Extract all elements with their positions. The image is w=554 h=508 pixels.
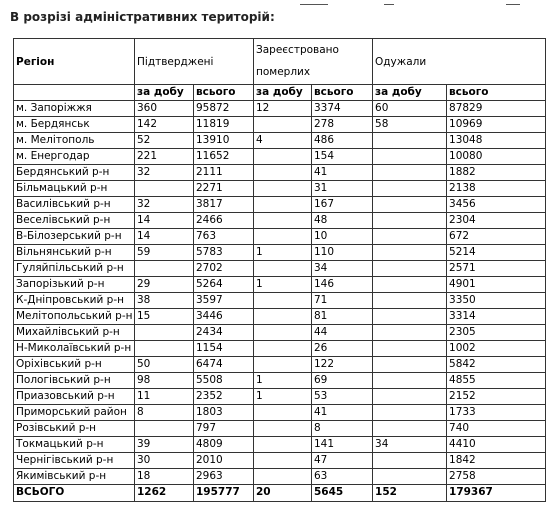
recovered-total-cell: 1882	[447, 165, 546, 181]
recovered-per-day-cell	[373, 133, 447, 149]
region-cell: Бердянський р-н	[14, 165, 135, 181]
table-row	[14, 325, 546, 341]
header-row-sub	[14, 85, 546, 101]
region-cell: Веселівський р-н	[14, 213, 135, 229]
table-row	[14, 405, 546, 421]
recovered-total-cell: 672	[447, 229, 546, 245]
table-row	[14, 389, 546, 405]
recovered-per-day-cell	[373, 389, 447, 405]
died-per-day-cell	[254, 325, 312, 341]
table-row	[14, 165, 546, 181]
recovered-total-cell: 2138	[447, 181, 546, 197]
confirmed-total-cell: 2963	[194, 469, 254, 485]
confirmed-per-day-cell: 32	[135, 165, 194, 181]
recovered-total-cell: 2571	[447, 261, 546, 277]
confirmed-total-cell: 6474	[194, 357, 254, 373]
confirmed-per-day-cell: 142	[135, 117, 194, 133]
died-per-day-cell	[254, 149, 312, 165]
died-total-cell: 146	[312, 277, 373, 293]
recovered-total-cell: 3350	[447, 293, 546, 309]
region-cell: В-Білозерський р-н	[14, 229, 135, 245]
confirmed-total-cell: 1803	[194, 405, 254, 421]
died-per-day-cell	[254, 165, 312, 181]
died-per-day-cell	[254, 229, 312, 245]
recovered-total-cell: 1733	[447, 405, 546, 421]
recovered-total-cell: 2305	[447, 325, 546, 341]
died-per-day-cell	[254, 261, 312, 277]
region-cell: Мелітопольський р-н	[14, 309, 135, 325]
confirmed-per-day-cell: 14	[135, 229, 194, 245]
confirmed-total-cell: 2352	[194, 389, 254, 405]
died-per-day-cell: 1	[254, 389, 312, 405]
confirmed-per-day-cell	[135, 325, 194, 341]
region-cell: К-Дніпровський р-н	[14, 293, 135, 309]
region-cell: Михайлівський р-н	[14, 325, 135, 341]
region-cell: Оріхівський р-н	[14, 357, 135, 373]
table-row	[14, 261, 546, 277]
total-died-per-day: 20	[254, 485, 312, 502]
table-row	[14, 373, 546, 389]
recovered-per-day-cell	[373, 197, 447, 213]
died-total-cell: 81	[312, 309, 373, 325]
died-per-day-cell: 4	[254, 133, 312, 149]
died-total-cell: 486	[312, 133, 373, 149]
header-recovered-per-day: за добу	[373, 85, 447, 101]
confirmed-per-day-cell	[135, 341, 194, 357]
table-row	[14, 421, 546, 437]
confirmed-total-cell: 1154	[194, 341, 254, 357]
died-total-cell: 53	[312, 389, 373, 405]
died-per-day-cell	[254, 405, 312, 421]
died-per-day-cell: 12	[254, 101, 312, 117]
recovered-total-cell: 5842	[447, 357, 546, 373]
died-total-cell: 48	[312, 213, 373, 229]
died-per-day-cell: 1	[254, 373, 312, 389]
header-recovered-total: всього	[447, 85, 546, 101]
header-confirmed: Підтверджені	[135, 39, 254, 85]
recovered-per-day-cell	[373, 405, 447, 421]
died-per-day-cell	[254, 357, 312, 373]
total-died-total: 5645	[312, 485, 373, 502]
died-total-cell: 41	[312, 165, 373, 181]
confirmed-per-day-cell	[135, 181, 194, 197]
died-per-day-cell: 1	[254, 245, 312, 261]
table-row	[14, 341, 546, 357]
confirmed-per-day-cell: 98	[135, 373, 194, 389]
table-row	[14, 437, 546, 453]
recovered-total-cell: 4901	[447, 277, 546, 293]
died-total-cell: 278	[312, 117, 373, 133]
confirmed-per-day-cell: 29	[135, 277, 194, 293]
region-cell: Чернігівський р-н	[14, 453, 135, 469]
died-total-cell: 63	[312, 469, 373, 485]
died-total-cell: 47	[312, 453, 373, 469]
table-row	[14, 149, 546, 165]
confirmed-per-day-cell: 32	[135, 197, 194, 213]
region-cell: м. Мелітополь	[14, 133, 135, 149]
recovered-total-cell: 3456	[447, 197, 546, 213]
recovered-total-cell: 4855	[447, 373, 546, 389]
total-confirmed-per-day: 1262	[135, 485, 194, 502]
recovered-total-cell: 1002	[447, 341, 546, 357]
recovered-per-day-cell	[373, 341, 447, 357]
died-total-cell: 3374	[312, 101, 373, 117]
confirmed-per-day-cell: 14	[135, 213, 194, 229]
died-per-day-cell	[254, 341, 312, 357]
confirmed-per-day-cell: 52	[135, 133, 194, 149]
died-per-day-cell	[254, 453, 312, 469]
confirmed-total-cell: 11652	[194, 149, 254, 165]
table-row	[14, 197, 546, 213]
region-cell: Н-Миколаївський р-н	[14, 341, 135, 357]
died-per-day-cell	[254, 117, 312, 133]
confirmed-total-cell: 5783	[194, 245, 254, 261]
confirmed-per-day-cell: 39	[135, 437, 194, 453]
table-row	[14, 133, 546, 149]
table-row	[14, 213, 546, 229]
died-total-cell: 167	[312, 197, 373, 213]
confirmed-total-cell: 797	[194, 421, 254, 437]
region-cell: Більмацький р-н	[14, 181, 135, 197]
died-total-cell: 41	[312, 405, 373, 421]
region-cell: м. Енергодар	[14, 149, 135, 165]
table-row	[14, 101, 546, 117]
died-total-cell: 69	[312, 373, 373, 389]
total-recovered-total: 179367	[447, 485, 546, 502]
table-row	[14, 229, 546, 245]
header-row-main	[14, 39, 546, 85]
died-per-day-cell	[254, 213, 312, 229]
recovered-total-cell: 13048	[447, 133, 546, 149]
confirmed-total-cell: 4809	[194, 437, 254, 453]
region-cell: Вільнянський р-н	[14, 245, 135, 261]
recovered-total-cell: 87829	[447, 101, 546, 117]
confirmed-total-cell: 2702	[194, 261, 254, 277]
region-cell: Розівський р-н	[14, 421, 135, 437]
table-row	[14, 117, 546, 133]
region-cell: Василівський р-н	[14, 197, 135, 213]
confirmed-per-day-cell: 11	[135, 389, 194, 405]
total-recovered-per-day: 152	[373, 485, 447, 502]
recovered-per-day-cell	[373, 149, 447, 165]
region-cell: Приморський район	[14, 405, 135, 421]
header-confirmed-per-day: за добу	[135, 85, 194, 101]
confirmed-per-day-cell: 30	[135, 453, 194, 469]
confirmed-per-day-cell: 15	[135, 309, 194, 325]
died-per-day-cell: 1	[254, 277, 312, 293]
confirmed-total-cell: 2434	[194, 325, 254, 341]
confirmed-per-day-cell: 360	[135, 101, 194, 117]
died-total-cell: 31	[312, 181, 373, 197]
recovered-total-cell: 2152	[447, 389, 546, 405]
header-died-label: померлих	[256, 66, 311, 78]
recovered-total-cell: 4410	[447, 437, 546, 453]
table-row	[14, 357, 546, 373]
header-region: Регіон	[14, 39, 135, 85]
confirmed-total-cell: 2271	[194, 181, 254, 197]
confirmed-total-cell: 2111	[194, 165, 254, 181]
confirmed-total-cell: 3597	[194, 293, 254, 309]
died-total-cell: 8	[312, 421, 373, 437]
recovered-per-day-cell	[373, 421, 447, 437]
header-died-total: всього	[312, 85, 373, 101]
region-cell: Приазовський р-н	[14, 389, 135, 405]
recovered-per-day-cell	[373, 245, 447, 261]
confirmed-per-day-cell: 18	[135, 469, 194, 485]
table-row	[14, 181, 546, 197]
header-registered-died	[254, 39, 373, 85]
confirmed-per-day-cell: 50	[135, 357, 194, 373]
header-region-sub	[14, 85, 135, 101]
recovered-per-day-cell	[373, 261, 447, 277]
total-row	[14, 485, 546, 502]
recovered-per-day-cell	[373, 373, 447, 389]
confirmed-total-cell: 13910	[194, 133, 254, 149]
recovered-per-day-cell	[373, 325, 447, 341]
died-total-cell: 34	[312, 261, 373, 277]
confirmed-total-cell: 3446	[194, 309, 254, 325]
confirmed-per-day-cell	[135, 421, 194, 437]
confirmed-per-day-cell: 38	[135, 293, 194, 309]
header-recovered: Одужали	[373, 39, 546, 85]
died-total-cell: 44	[312, 325, 373, 341]
recovered-per-day-cell: 60	[373, 101, 447, 117]
region-cell: Якимівський р-н	[14, 469, 135, 485]
region-cell: Запорізький р-н	[14, 277, 135, 293]
died-per-day-cell	[254, 437, 312, 453]
died-total-cell: 154	[312, 149, 373, 165]
confirmed-total-cell: 11819	[194, 117, 254, 133]
died-total-cell: 122	[312, 357, 373, 373]
recovered-total-cell: 3314	[447, 309, 546, 325]
table-row	[14, 293, 546, 309]
recovered-per-day-cell	[373, 357, 447, 373]
confirmed-per-day-cell: 8	[135, 405, 194, 421]
confirmed-total-cell: 95872	[194, 101, 254, 117]
confirmed-total-cell: 3817	[194, 197, 254, 213]
total-confirmed-total: 195777	[194, 485, 254, 502]
recovered-per-day-cell: 58	[373, 117, 447, 133]
recovered-total-cell: 10080	[447, 149, 546, 165]
header-registered-label: Зареєстровано	[256, 44, 339, 56]
recovered-per-day-cell	[373, 213, 447, 229]
confirmed-total-cell: 5264	[194, 277, 254, 293]
table-row	[14, 277, 546, 293]
died-per-day-cell	[254, 469, 312, 485]
region-cell: Токмацький р-н	[14, 437, 135, 453]
recovered-total-cell: 10969	[447, 117, 546, 133]
died-total-cell: 71	[312, 293, 373, 309]
table-row	[14, 469, 546, 485]
died-per-day-cell	[254, 421, 312, 437]
table-body	[14, 101, 546, 485]
region-cell: м. Запоріжжя	[14, 101, 135, 117]
confirmed-total-cell: 5508	[194, 373, 254, 389]
confirmed-total-cell: 2010	[194, 453, 254, 469]
recovered-total-cell: 740	[447, 421, 546, 437]
recovered-per-day-cell: 34	[373, 437, 447, 453]
region-cell: Гуляйпільський р-н	[14, 261, 135, 277]
confirmed-total-cell: 763	[194, 229, 254, 245]
total-label: ВСЬОГО	[14, 485, 135, 502]
died-total-cell: 110	[312, 245, 373, 261]
recovered-total-cell: 2304	[447, 213, 546, 229]
recovered-per-day-cell	[373, 469, 447, 485]
recovered-per-day-cell	[373, 309, 447, 325]
recovered-per-day-cell	[373, 181, 447, 197]
died-per-day-cell	[254, 197, 312, 213]
recovered-per-day-cell	[373, 229, 447, 245]
died-per-day-cell	[254, 309, 312, 325]
table-row	[14, 245, 546, 261]
recovered-per-day-cell	[373, 277, 447, 293]
died-total-cell: 141	[312, 437, 373, 453]
header-died-per-day: за добу	[254, 85, 312, 101]
recovered-per-day-cell	[373, 453, 447, 469]
section-heading: В розрізі адміністративних територій:	[10, 10, 275, 24]
recovered-total-cell: 1842	[447, 453, 546, 469]
recovered-total-cell: 2758	[447, 469, 546, 485]
confirmed-per-day-cell: 59	[135, 245, 194, 261]
recovered-per-day-cell	[373, 293, 447, 309]
recovered-total-cell: 5214	[447, 245, 546, 261]
died-per-day-cell	[254, 181, 312, 197]
confirmed-total-cell: 2466	[194, 213, 254, 229]
region-cell: м. Бердянськ	[14, 117, 135, 133]
header-confirmed-total: всього	[194, 85, 254, 101]
region-cell: Пологівський р-н	[14, 373, 135, 389]
died-total-cell: 26	[312, 341, 373, 357]
regional-statistics-table	[13, 38, 546, 502]
died-per-day-cell	[254, 293, 312, 309]
cropped-top-text	[0, 0, 554, 6]
confirmed-per-day-cell	[135, 261, 194, 277]
table-row	[14, 309, 546, 325]
died-total-cell: 10	[312, 229, 373, 245]
confirmed-per-day-cell: 221	[135, 149, 194, 165]
table-row	[14, 453, 546, 469]
recovered-per-day-cell	[373, 165, 447, 181]
